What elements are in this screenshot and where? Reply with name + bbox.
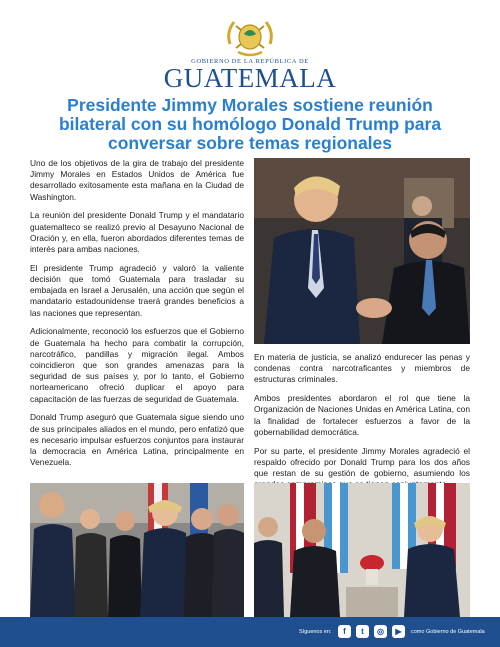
paragraph-3: El presidente Trump agradeció y valoró la valiente decisión que tomó Guatemala para trasladar su embajada en Israel a Jerusalén, una acción que según el mandatario estadounidense traerá grandes beneficios a las naciones que representan. — [30, 262, 244, 318]
page-header — [0, 0, 500, 95]
youtube-icon[interactable]: ▶ — [392, 625, 405, 638]
government-line: GOBIERNO DE LA REPÚBLICA DE — [191, 58, 309, 65]
article-right-column — [254, 352, 470, 498]
headline-line-1: Presidente Jimmy Morales sostiene reunión — [67, 95, 433, 115]
paragraph-2: La reunión del presidente Donald Trump y el mandatario guatemalteco se realizó previo al Desayuno Nacional de Oración y, en ella, fueron abordados diferentes temas de interés para ambas naciones. — [30, 210, 244, 255]
article-left-column — [30, 158, 244, 476]
article-headline — [18, 96, 482, 153]
paragraph-7: Ambos presidentes abordaron el rol que tiene la Organización de Naciones Unidas en América Latina, con la finalidad de fortalecer esfuerzos a favor de la gobernabilidad democrática. — [254, 393, 470, 437]
photo-delegation-group — [30, 483, 244, 617]
headline-line-2: bilateral con su homólogo Donald Trump para — [58, 114, 442, 134]
paragraph-1: Uno de los objetivos de la gira de trabajo del presidente Jimmy Morales en Estados Unidos de América fue desarrollado exitosamente esta mañana en la Ciudad de Washington. — [30, 158, 244, 202]
twitter-icon[interactable]: t — [356, 625, 369, 638]
social-handle: como Gobierno de Guatemala — [411, 629, 485, 635]
follow-label: Síguenos en: — [299, 629, 332, 635]
headline-line-3: conversar sobre temas regionales — [107, 133, 393, 153]
paragraph-8: Por su parte, el presidente Jimmy Morales agradeció el respaldo ofrecido por Donald Trump para los dos años que restan de su gestión de gobierno, asumiendo los — [254, 445, 470, 479]
page-footer — [0, 617, 500, 647]
paragraph-5: Donald Trump aseguró que Guatemala sigue siendo uno de sus principales aliados en el mundo, pero enfatizó que es necesario impulsar esfuerzos conjuntos para instaurar la democracia en América Latina, principalmente en Venezuela. — [30, 412, 244, 468]
photo-handshake — [254, 158, 470, 344]
country-name-logo: GUATEMALA — [163, 63, 337, 93]
paragraph-6: En materia de justicia, se analizó endurecer las penas y condenas contra narcotraficantes y miembros de estructuras criminales. — [254, 352, 470, 385]
paragraph-4: Adicionalmente, reconoció los esfuerzos que el Gobierno de Guatemala ha hecho para combatir la corrupción, narcotráfico, pandillas y migración ilegal. Ambos coincidieron que son grandes amenazas para la seguridad de sus países y, por lo tanto, el Gobierno norteamericano ofreció duplicar el apoyo para capacitación de las fuerzas de seguridad de Guatemala. — [30, 326, 244, 404]
instagram-icon[interactable]: ◎ — [374, 625, 387, 638]
facebook-icon[interactable]: f — [338, 625, 351, 638]
photo-bilateral-meeting — [254, 483, 470, 617]
coat-of-arms-icon — [224, 14, 276, 58]
